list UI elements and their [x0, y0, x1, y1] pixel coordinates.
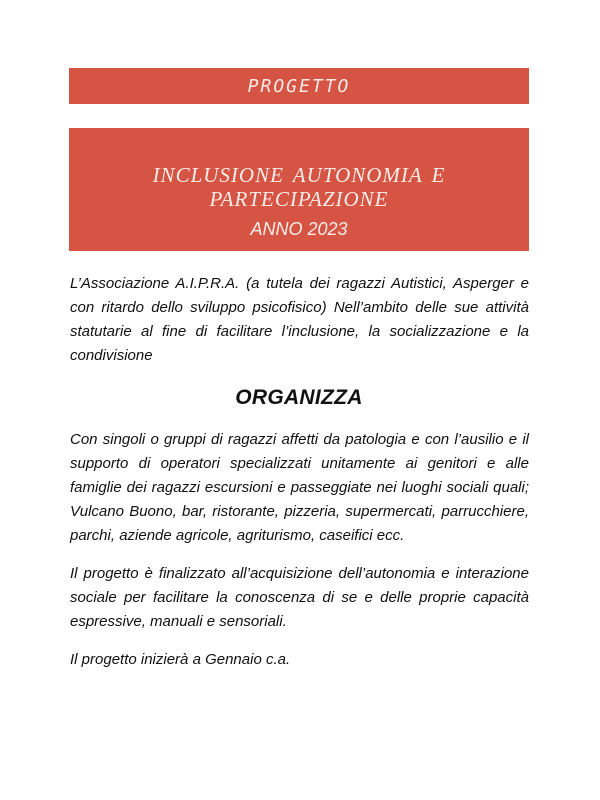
project-banner	[69, 68, 529, 104]
project-title: INCLUSIONE AUTONOMIA E PARTECIPAZIONE	[152, 163, 446, 211]
start-date-paragraph: Il progetto inizierà a Gennaio c.a.	[70, 651, 291, 668]
intro-paragraph: L’Associazione A.I.P.R.A. (a tutela dei ragazzi Autistici, Asperger e con ritardo dello sviluppo psicofisico) Nell’ambito delle sue attività statutarie al fine di facilitare l’inclusione, la socializzazione e la condivisione	[70, 275, 529, 364]
goals-paragraph: Il progetto è finalizzato all’acquisizione dell’autonomia e interazione sociale per facilitare la conoscenza di se e delle proprie capacità espressive, manuali e sensoriali.	[70, 565, 529, 630]
activities-paragraph: Con singoli o gruppi di ragazzi affetti da patologia e con l’ausilio e il supporto di operatori specializzati unitamente ai genitori e alle famiglie dei ragazzi escursioni e passeggiate nei luoghi sociali quali; Vulcano Buono, bar, ristorante, pizzeria, supermercati, parrucchiere, parchi, aziende agricole, agriturismo, caseifici ecc.	[70, 431, 529, 544]
project-year: ANNO 2023	[250, 219, 348, 239]
organizza-heading: ORGANIZZA	[235, 386, 363, 409]
title-banner	[69, 128, 529, 251]
project-label: PROGETTO	[247, 75, 351, 97]
